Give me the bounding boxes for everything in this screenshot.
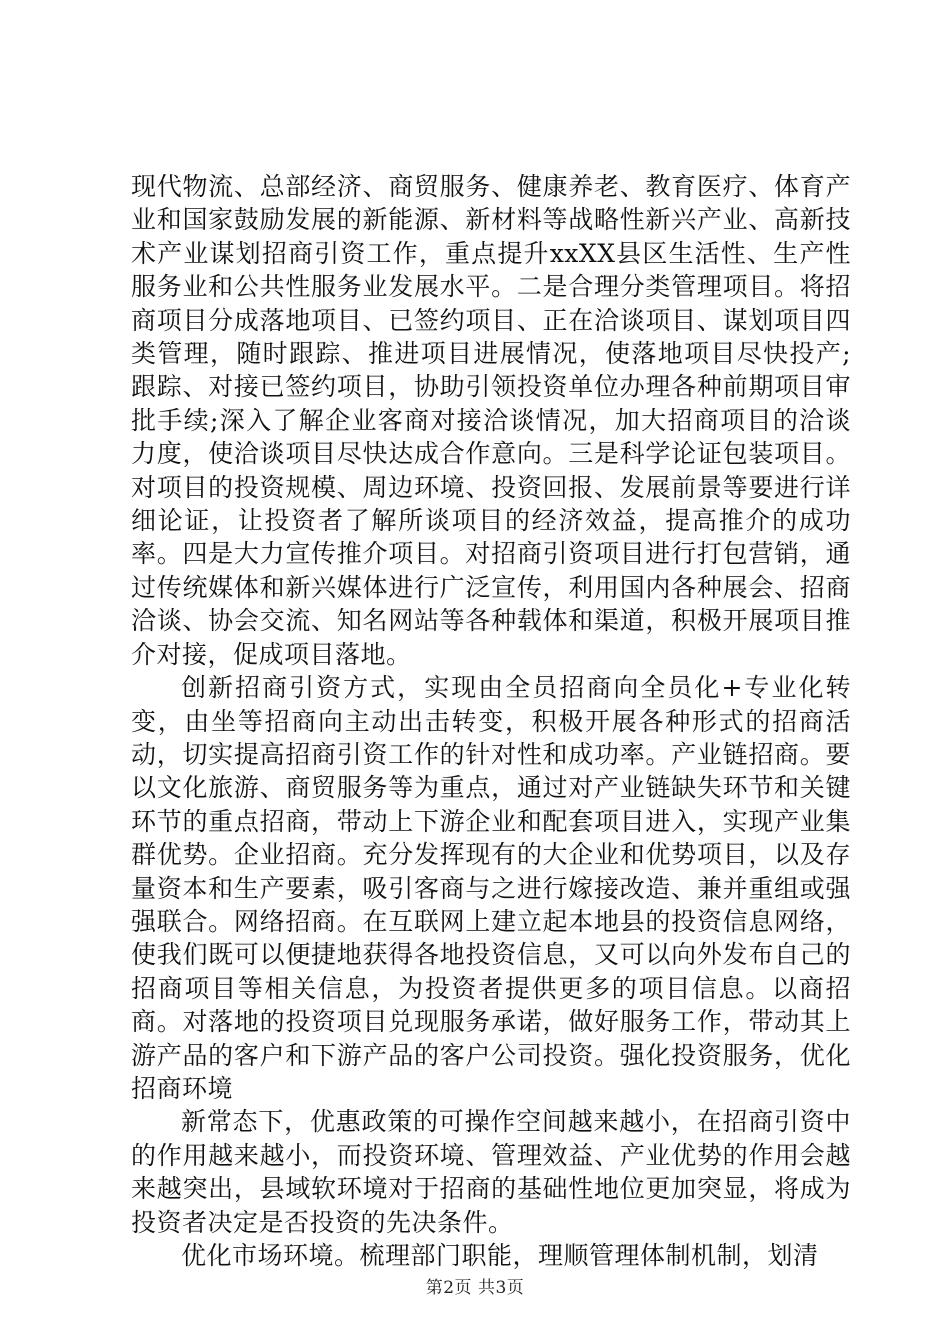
paragraph-projects: 现代物流、总部经济、商贸服务、健康养老、教育医疗、体育产业和国家鼓励发展的新能源、新材料等战略性新兴产业、高新技术产业谋划招商引资工作，重点提升xxXX县区生活性、生产性服务业和公共性服务业发展水平。二是合理分类管理项目。将招商项目分成落地项目、已签约项目、正在洽谈项目、谋划项目四类管理，随时跟踪、推进项目进展情况，使落地项目尽快投产;跟踪、对接已签约项目，协助引领投资单位办理各种前期项目审批手续;深入了解企业客商对接洽谈情况，加大招商项目的洽谈力度，使洽谈项目尽快达成合作意向。三是科学论证包装项目。对项目的投资规模、周边环境、投资回报、发展前景等要进行详细论证，让投资者了解所谈项目的经济效益，提高推介的成功率。四是大力宣传推介项目。对招商引资项目进行打包营销，通过传统媒体和新兴媒体进行广泛宣传，利用国内各种展会、招商洽谈、协会交流、知名网站等各种载体和渠道，积极开展项目推介对接，促成项目落地。 — [131, 172, 851, 669]
paragraph-new-normal: 新常态下，优惠政策的可操作空间越来越小，在招商引资中的作用越来越小，而投资环境、管理效益、产业优势的作用会越来越突出，县域软环境对于招商的基础性地位更加突显，将成为投资者决定是否投资的先决条件。 — [131, 1107, 851, 1237]
paragraph-market-environment: 优化市场环境。梳理部门职能，理顺管理体制机制，划清 — [181, 1241, 819, 1270]
document-body — [131, 170, 851, 1272]
paragraph-investment-methods: 创新招商引资方式，实现由全员招商向全员化+专业化转变，由坐等招商向主动出击转变，积极开展各种形式的招商活动，切实提高招商引资工作的针对性和成功率。产业链招商。要以文化旅游、商贸服务等为重点，通过对产业链缺失环节和关键环节的重点招商，带动上下游企业和配套项目进入，实现产业集群优势。企业招商。充分发挥现有的大企业和优势项目，以及存量资本和生产要素，吸引客商与之进行嫁接改造、兼并重组或强强联合。网络招商。在互联网上建立起本地县的投资信息网络，使我们既可以便捷地获得各地投资信息，又可以向外发布自己的招商项目等相关信息，为投资者提供更多的项目信息。以商招商。对落地的投资项目兑现服务承诺，做好服务工作，带动其上游产品的客户和下游产品的客户公司投资。强化投资服务，优化招商环境 — [131, 673, 851, 1103]
page-number-footer: 第2页 共3页 — [425, 1278, 525, 1298]
